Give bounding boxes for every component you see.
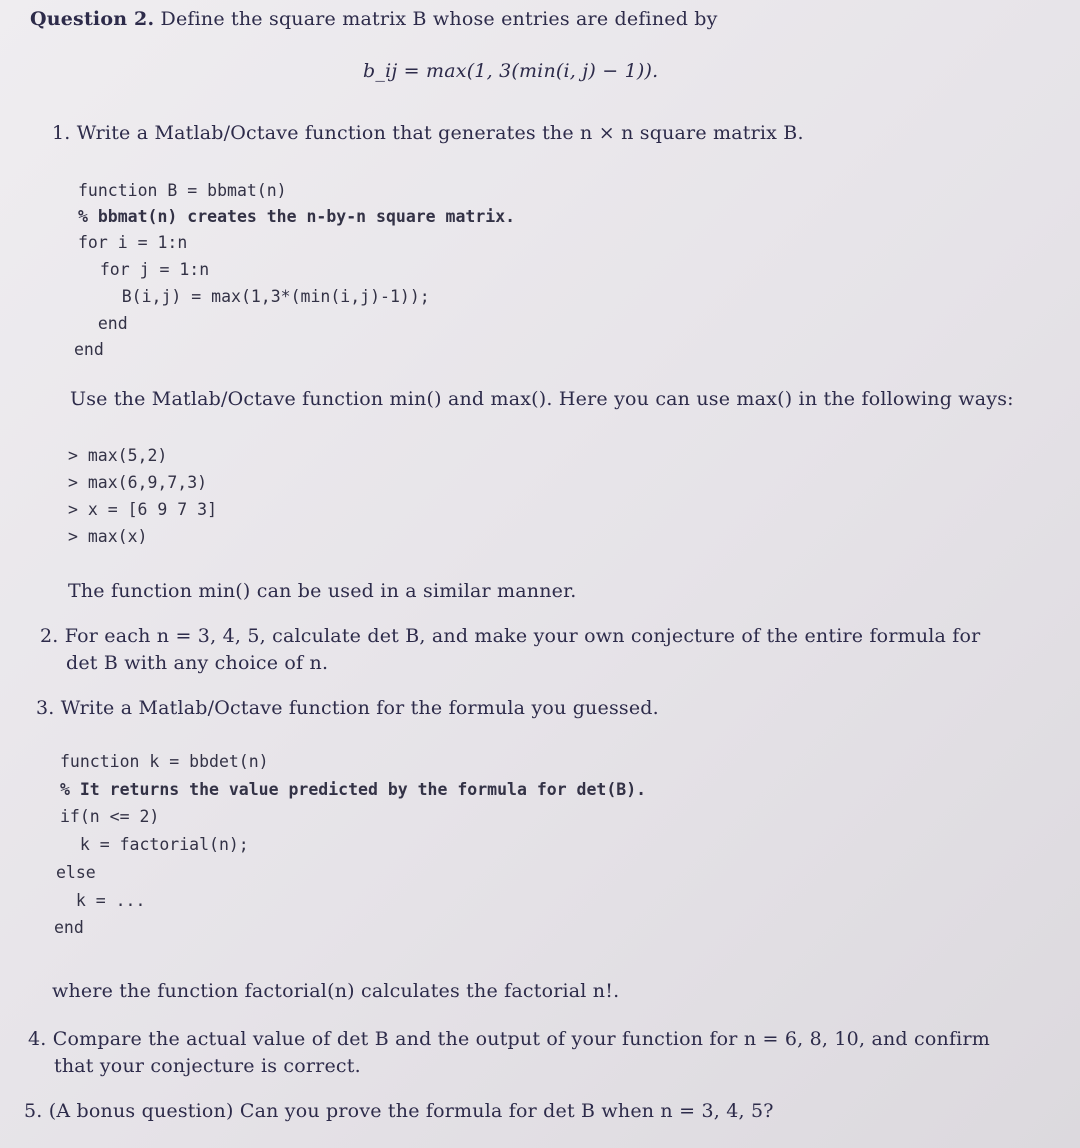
code-line: > max(6,9,7,3) xyxy=(68,473,208,492)
use-min-max-text: Use the Matlab/Octave function min() and max(). Here you can use max() in the following ways: xyxy=(70,388,1014,410)
code-line: B(i,j) = max(1,3*(min(i,j)-1)); xyxy=(82,287,430,306)
min-usage-text: The function min() can be used in a similar manner. xyxy=(68,580,577,602)
code-line: else xyxy=(56,863,96,882)
code-line: function B = bbmat(n) xyxy=(78,181,287,200)
code-line: for j = 1:n xyxy=(80,260,210,279)
item-4-text-line1: 4. Compare the actual value of det B and the output of your function for n = 6, 8, 10, and confirm xyxy=(28,1028,990,1050)
factorial-note: where the function factorial(n) calculates the factorial n!. xyxy=(52,980,620,1002)
code-comment: % bbmat(n) creates the n-by-n square matrix. xyxy=(78,207,516,226)
code-line: > max(5,2) xyxy=(68,446,168,465)
code-comment: % It returns the value predicted by the formula for det(B). xyxy=(60,780,647,799)
code-line: k = factorial(n); xyxy=(60,835,249,854)
item-2-text-line2: det B with any choice of n. xyxy=(66,652,329,674)
code-line: function k = bbdet(n) xyxy=(60,752,269,771)
code-line: k = ... xyxy=(56,891,146,910)
item-2-text-line1: 2. For each n = 3, 4, 5, calculate det B, and make your own conjecture of the entire formula for xyxy=(40,625,981,647)
code-line: end xyxy=(54,918,84,937)
item-5-text: 5. (A bonus question) Can you prove the formula for det B when n = 3, 4, 5? xyxy=(24,1100,774,1122)
code-line: > max(x) xyxy=(68,527,148,546)
code-line: end xyxy=(78,314,128,333)
code-line: > x = [6 9 7 3] xyxy=(68,500,218,519)
item-1-text: 1. Write a Matlab/Octave function that generates the n × n square matrix B. xyxy=(52,122,804,144)
item-4-text-line2: that your conjecture is correct. xyxy=(54,1055,361,1077)
question-header xyxy=(30,8,718,30)
code-line: for i = 1:n xyxy=(78,233,188,252)
question-intro: Define the square matrix B whose entries are defined by xyxy=(160,8,718,30)
item-3-text: 3. Write a Matlab/Octave function for the formula you guessed. xyxy=(36,697,659,719)
code-line: if(n <= 2) xyxy=(60,807,160,826)
code-line: end xyxy=(74,340,104,359)
question-label: Question 2. xyxy=(30,8,155,30)
matrix-formula: b_ij = max(1, 3(min(i, j) − 1)). xyxy=(363,60,659,82)
